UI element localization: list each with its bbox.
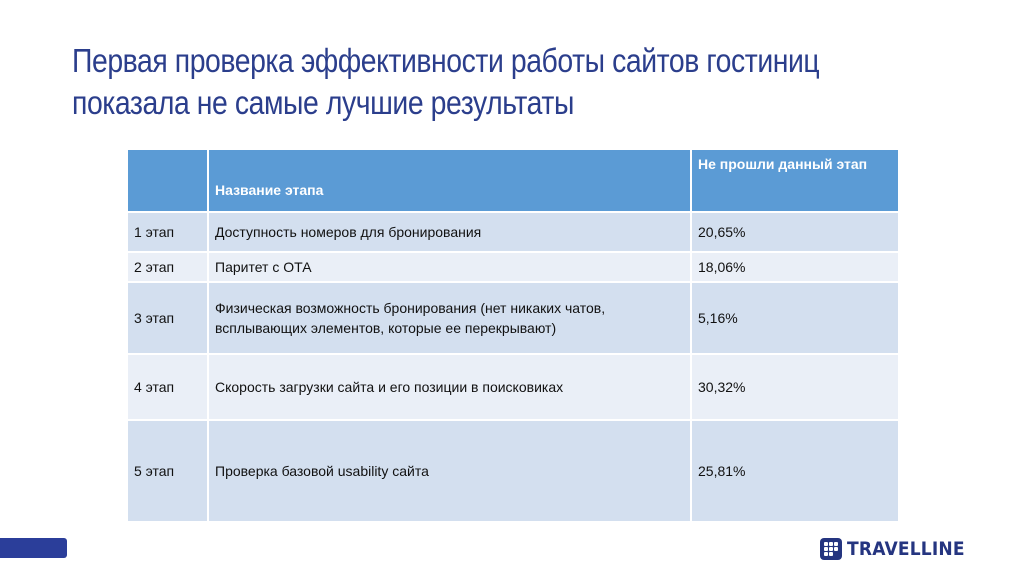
stage-name-cell: Паритет с ОТА — [208, 252, 691, 282]
header-failed: Не прошли данный этап — [691, 149, 899, 212]
travelline-grid-icon — [820, 538, 842, 560]
header-stage — [127, 149, 208, 212]
failed-cell: 5,16% — [691, 282, 899, 354]
stage-cell: 5 этап — [127, 420, 208, 522]
stage-cell: 3 этап — [127, 282, 208, 354]
failed-cell: 25,81% — [691, 420, 899, 522]
slide-title — [72, 40, 846, 124]
table-header-row — [127, 149, 899, 212]
table-row — [127, 354, 899, 420]
stage-name-line-1: Физическая возможность бронирования (нет никаких чатов, — [215, 300, 606, 316]
logo-text: TRAVELLINE — [847, 538, 965, 560]
stage-name-cell — [208, 282, 691, 354]
stage-name-cell: Доступность номеров для бронирования — [208, 212, 691, 252]
failed-cell: 30,32% — [691, 354, 899, 420]
stage-cell: 2 этап — [127, 252, 208, 282]
stage-cell: 4 этап — [127, 354, 208, 420]
table-row — [127, 420, 899, 522]
table-row — [127, 282, 899, 354]
stage-name-line-2: всплывающих элементов, которые ее перекрывают) — [215, 320, 557, 336]
travelline-logo — [820, 538, 978, 560]
failed-cell: 20,65% — [691, 212, 899, 252]
table-row — [127, 252, 899, 282]
slide-title-line-1: Первая проверка эффективности работы сайтов гостиниц — [72, 42, 820, 79]
slide-title-line-2: показала не самые лучшие результаты — [72, 84, 574, 121]
failed-cell: 18,06% — [691, 252, 899, 282]
header-stage-name: Название этапа — [208, 149, 691, 212]
stages-table — [126, 148, 900, 523]
accent-bar — [0, 538, 67, 558]
table-row — [127, 212, 899, 252]
stage-name-cell: Скорость загрузки сайта и его позиции в поисковиках — [208, 354, 691, 420]
stage-name-cell: Проверка базовой usability сайта — [208, 420, 691, 522]
stage-cell: 1 этап — [127, 212, 208, 252]
